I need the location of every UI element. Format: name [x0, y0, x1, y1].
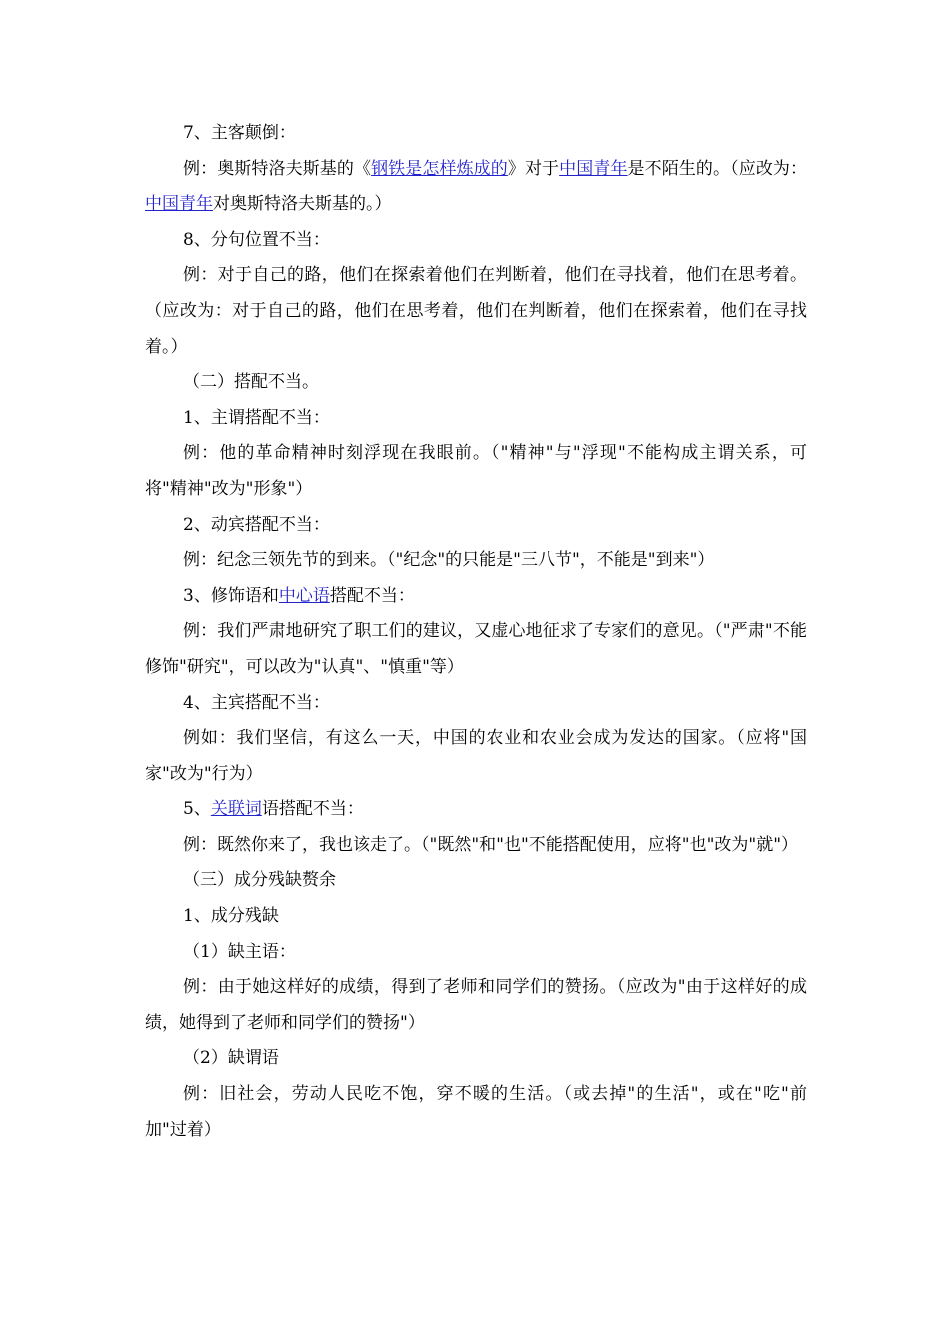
paragraph-text: 例：纪念三领先节的到来。（"纪念"的只能是"三八节"，不能是"到来"） — [183, 550, 715, 571]
hyperlink[interactable]: 中国青年 — [145, 194, 213, 215]
paragraph-h8 — [145, 223, 807, 259]
paragraph-ex2-1 — [145, 436, 807, 507]
paragraph-h3-1-2 — [145, 1041, 807, 1077]
paragraph-text: 1、主谓搭配不当： — [183, 407, 330, 428]
paragraph-text: 例：由于她这样好的成绩，得到了老师和同学们的赞扬。（应改为"由于这样好的成绩，她得到了老师和同学们的赞扬"） — [145, 977, 807, 1033]
paragraph-sec3 — [145, 863, 807, 899]
paragraph-ex3-1-1 — [145, 970, 807, 1041]
paragraph-ex3-1-2 — [145, 1077, 807, 1148]
paragraph-text: 》对于 — [507, 158, 560, 179]
paragraph-text: （2）缺谓语 — [183, 1048, 279, 1069]
paragraph-text: 例：既然你来了，我也该走了。（"既然"和"也"不能搭配使用，应将"也"改为"就"） — [183, 834, 799, 855]
paragraph-ex2-3 — [145, 614, 807, 685]
paragraph-text: 例如：我们坚信，有这么一天，中国的农业和农业会成为发达的国家。（应将"国家"改为"行为） — [145, 728, 807, 784]
paragraph-h2-4 — [145, 686, 807, 722]
paragraph-h2-3 — [145, 579, 807, 615]
paragraph-text: 例：奥斯特洛夫斯基的《 — [183, 158, 372, 179]
paragraph-text: （二）搭配不当。 — [183, 372, 319, 393]
paragraph-ex2-5 — [145, 828, 807, 864]
paragraph-text: 语搭配不当： — [261, 799, 364, 820]
paragraph-text: （三）成分残缺赘余 — [183, 870, 336, 891]
paragraph-text: 4、主宾搭配不当： — [183, 692, 330, 713]
paragraph-text: 1、成分残缺 — [183, 906, 279, 927]
paragraph-h2-5 — [145, 792, 807, 828]
paragraph-text: （1）缺主语： — [183, 941, 296, 962]
paragraph-text: 对奥斯特洛夫斯基的。） — [213, 194, 392, 215]
paragraph-h3-1 — [145, 899, 807, 935]
paragraph-h7 — [145, 116, 807, 152]
paragraph-ex8 — [145, 258, 807, 365]
paragraph-text: 5、 — [183, 799, 211, 820]
paragraph-h2-2 — [145, 508, 807, 544]
hyperlink[interactable]: 中国青年 — [559, 158, 628, 179]
paragraph-text: 例：对于自己的路，他们在探索着他们在判断着，他们在寻找着，他们在思考着。（应改为：对于自己的路，他们在思考着，他们在判断着，他们在探索着，他们在寻找着。） — [145, 265, 807, 357]
paragraph-text: 例：我们严肃地研究了职工们的建议，又虚心地征求了专家们的意见。（"严肃"不能修饰"研究"，可以改为"认真"、"慎重"等） — [145, 621, 807, 677]
paragraph-text: 2、动宾搭配不当： — [183, 514, 330, 535]
paragraph-text: 3、修饰语和 — [183, 585, 279, 606]
paragraph-text: 搭配不当： — [329, 585, 415, 606]
paragraph-h2-1 — [145, 401, 807, 437]
document-page — [145, 116, 807, 1148]
paragraph-ex7 — [145, 152, 807, 223]
paragraph-text: 7、主客颠倒： — [183, 123, 296, 143]
hyperlink[interactable]: 中心语 — [278, 585, 330, 606]
hyperlink[interactable]: 钢铁是怎样炼成的 — [371, 158, 508, 179]
paragraph-ex2-4 — [145, 721, 807, 792]
paragraph-sec2 — [145, 365, 807, 401]
hyperlink[interactable]: 关联词 — [210, 799, 262, 820]
paragraph-text: 例：旧社会，劳动人民吃不饱，穿不暖的生活。（或去掉"的生活"，或在"吃"前加"过着） — [145, 1084, 807, 1140]
paragraph-text: 8、分句位置不当： — [183, 229, 330, 250]
paragraph-h3-1-1 — [145, 935, 807, 971]
paragraph-text: 例：他的革命精神时刻浮现在我眼前。（"精神"与"浮现"不能构成主谓关系，可将"精神"改为"形象"） — [145, 443, 807, 499]
paragraph-ex2-2 — [145, 543, 807, 579]
paragraph-text: 是不陌生的。（应改为： — [627, 158, 808, 179]
